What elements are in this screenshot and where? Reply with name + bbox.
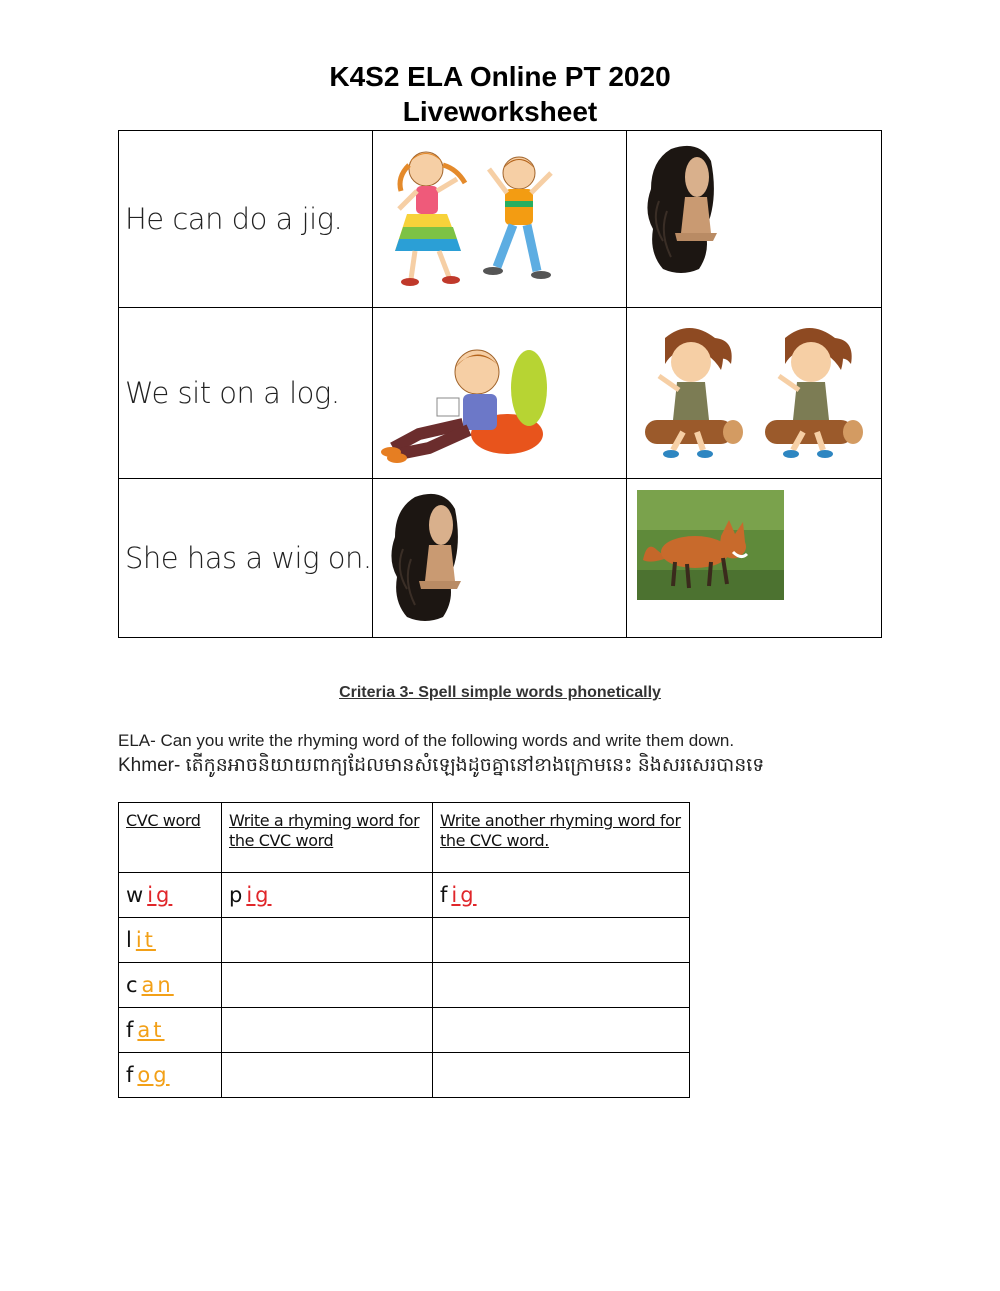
rhyme-answer-field[interactable] xyxy=(222,918,433,963)
cvc-word-cell xyxy=(119,873,222,918)
rhyme-answer-field[interactable] xyxy=(222,963,433,1008)
sentence-text: She has a wig on. xyxy=(125,541,372,575)
girl-sitting-on-log-illustration[interactable] xyxy=(639,320,863,460)
column-header: CVC word xyxy=(126,811,201,830)
sentence-cell xyxy=(119,131,373,308)
rhyme-answer-field[interactable] xyxy=(433,963,690,1008)
rhyme-answer-field[interactable] xyxy=(433,918,690,963)
onset: w xyxy=(126,883,144,907)
sentence-cell xyxy=(119,308,373,479)
table-row xyxy=(119,918,690,963)
rime: ig xyxy=(246,883,272,907)
cvc-word-cell xyxy=(119,1053,222,1098)
table-header-row xyxy=(119,803,690,873)
onset: p xyxy=(229,883,243,907)
rime: an xyxy=(141,973,174,997)
table-row xyxy=(119,963,690,1008)
onset: f xyxy=(126,1063,134,1087)
sentence-cell xyxy=(119,479,373,638)
match-row xyxy=(119,479,882,638)
wig-on-mannequin-photo[interactable] xyxy=(385,489,465,624)
boy-reading-on-cushion-illustration[interactable] xyxy=(379,338,549,463)
sentence-text: He can do a jig. xyxy=(125,202,343,236)
picture-option-cell[interactable] xyxy=(373,131,627,308)
rime: it xyxy=(135,928,156,952)
rhyme-answer-field[interactable] xyxy=(222,1008,433,1053)
rime: og xyxy=(137,1063,170,1087)
fox-in-grass-photo[interactable] xyxy=(637,490,784,600)
picture-option-cell[interactable] xyxy=(373,479,627,638)
rhyme-answer-field[interactable] xyxy=(222,873,433,918)
table-row xyxy=(119,873,690,918)
picture-option-cell[interactable] xyxy=(373,308,627,479)
picture-option-cell[interactable] xyxy=(627,479,882,638)
rhyme-answer-field[interactable] xyxy=(433,1053,690,1098)
ela-instruction: ELA- Can you write the rhyming word of the following words and write them down. xyxy=(118,731,735,750)
table-row xyxy=(119,1008,690,1053)
onset: l xyxy=(126,928,132,952)
cvc-word-cell xyxy=(119,918,222,963)
rhyme-answer-field[interactable] xyxy=(222,1053,433,1098)
column-header: Write a rhyming word for the CVC word xyxy=(229,811,420,850)
wig-on-mannequin-photo[interactable] xyxy=(641,141,721,276)
column-header: Write another rhyming word for the CVC word. xyxy=(440,811,681,850)
rime: ig xyxy=(451,883,477,907)
rime: ig xyxy=(147,883,173,907)
rhyme-answer-field[interactable] xyxy=(433,1008,690,1053)
onset: c xyxy=(126,973,138,997)
page-title: K4S2 ELA Online PT 2020 xyxy=(329,61,671,92)
sentence-text: We sit on a log. xyxy=(125,376,340,410)
onset: f xyxy=(126,1018,134,1042)
rhyme-answer-field[interactable] xyxy=(433,873,690,918)
page-subtitle: Liveworksheet xyxy=(402,96,598,127)
picture-match-table xyxy=(118,130,882,638)
rime: at xyxy=(137,1018,165,1042)
table-row xyxy=(119,1053,690,1098)
match-row xyxy=(119,131,882,308)
criteria-heading: Criteria 3- Spell simple words phonetically xyxy=(339,684,661,701)
rhyme-table xyxy=(118,802,690,1098)
picture-option-cell[interactable] xyxy=(627,131,882,308)
picture-option-cell[interactable] xyxy=(627,308,882,479)
khmer-instruction: Khmer- តើកូនអាចនិយាយពាក្យដែលមានសំឡេងដូចគ្នានៅខាងក្រោមនេះ និងសរសេរបានទេ xyxy=(118,755,765,776)
cvc-word-cell xyxy=(119,963,222,1008)
onset: f xyxy=(440,883,448,907)
dancing-kids-illustration[interactable] xyxy=(381,139,566,299)
match-row xyxy=(119,308,882,479)
cvc-word-cell xyxy=(119,1008,222,1053)
